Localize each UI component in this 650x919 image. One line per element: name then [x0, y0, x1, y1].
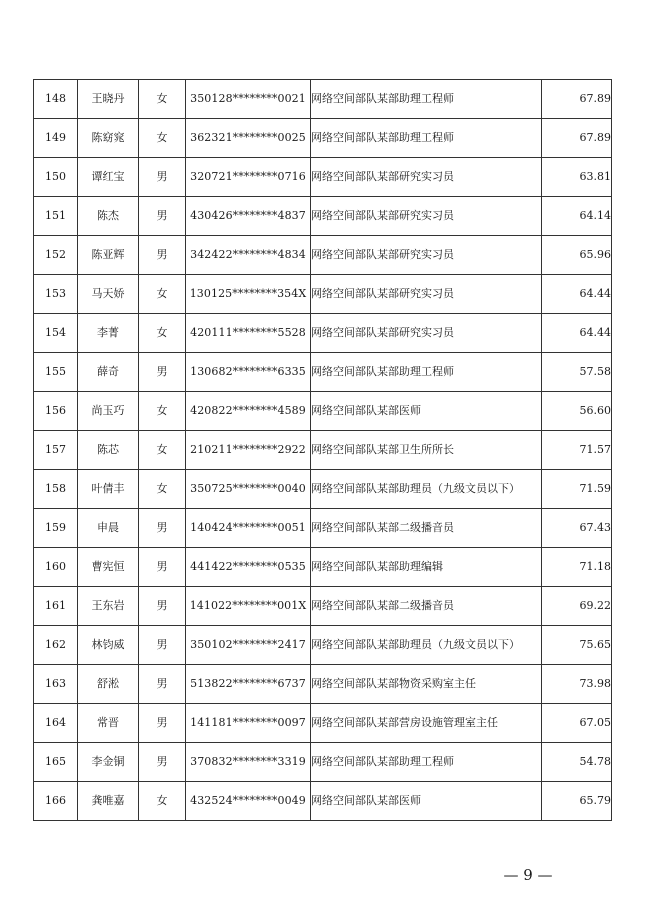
row-number: 163: [34, 665, 78, 704]
applied-post: 网络空间部队某部助理工程师: [311, 353, 542, 392]
row-number: 159: [34, 509, 78, 548]
row-number: 158: [34, 470, 78, 509]
candidate-sex: 男: [139, 626, 186, 665]
candidate-score: 57.58: [542, 353, 612, 392]
candidate-id-number: 430426********4837: [186, 197, 311, 236]
candidate-sex: 男: [139, 158, 186, 197]
candidate-name: 曹宪恒: [78, 548, 139, 587]
candidate-name: 陈窈窕: [78, 119, 139, 158]
candidate-id-number: 130682********6335: [186, 353, 311, 392]
row-number: 156: [34, 392, 78, 431]
row-number: 155: [34, 353, 78, 392]
row-number: 152: [34, 236, 78, 275]
row-number: 157: [34, 431, 78, 470]
candidate-score: 64.44: [542, 314, 612, 353]
candidate-id-number: 342422********4834: [186, 236, 311, 275]
candidate-id-number: 140424********0051: [186, 509, 311, 548]
table-row: [34, 704, 612, 743]
candidate-sex: 男: [139, 665, 186, 704]
candidate-score: 69.22: [542, 587, 612, 626]
candidate-score: 64.44: [542, 275, 612, 314]
candidate-id-number: 513822********6737: [186, 665, 311, 704]
candidate-score: 67.89: [542, 119, 612, 158]
candidate-sex: 女: [139, 80, 186, 119]
table-row: [34, 158, 612, 197]
candidate-name: 林钧威: [78, 626, 139, 665]
candidate-sex: 男: [139, 509, 186, 548]
applied-post: 网络空间部队某部助理编辑: [311, 548, 542, 587]
candidate-sex: 男: [139, 548, 186, 587]
candidate-name: 陈亚辉: [78, 236, 139, 275]
candidate-score: 65.96: [542, 236, 612, 275]
table-row: [34, 782, 612, 821]
candidate-sex: 男: [139, 353, 186, 392]
candidate-sex: 男: [139, 587, 186, 626]
candidate-table: [33, 79, 612, 821]
candidate-id-number: 432524********0049: [186, 782, 311, 821]
candidate-sex: 女: [139, 314, 186, 353]
candidate-name: 王晓丹: [78, 80, 139, 119]
row-number: 161: [34, 587, 78, 626]
applied-post: 网络空间部队某部助理工程师: [311, 119, 542, 158]
candidate-id-number: 141022********001X: [186, 587, 311, 626]
table-row: [34, 236, 612, 275]
candidate-score: 71.18: [542, 548, 612, 587]
candidate-id-number: 141181********0097: [186, 704, 311, 743]
candidate-name: 龚唯嘉: [78, 782, 139, 821]
table-row: [34, 275, 612, 314]
candidate-name: 李金铜: [78, 743, 139, 782]
candidate-name: 申晨: [78, 509, 139, 548]
candidate-sex: 男: [139, 704, 186, 743]
row-number: 149: [34, 119, 78, 158]
candidate-id-number: 362321********0025: [186, 119, 311, 158]
table-row: [34, 509, 612, 548]
applied-post: 网络空间部队某部助理工程师: [311, 80, 542, 119]
candidate-sex: 女: [139, 275, 186, 314]
applied-post: 网络空间部队某部助理工程师: [311, 743, 542, 782]
applied-post: 网络空间部队某部二级播音员: [311, 587, 542, 626]
row-number: 150: [34, 158, 78, 197]
candidate-sex: 女: [139, 431, 186, 470]
candidate-id-number: 350128********0021: [186, 80, 311, 119]
candidate-sex: 女: [139, 119, 186, 158]
table-row: [34, 587, 612, 626]
table-row: [34, 743, 612, 782]
candidate-name: 谭红宝: [78, 158, 139, 197]
row-number: 153: [34, 275, 78, 314]
table-row: [34, 119, 612, 158]
applied-post: 网络空间部队某部研究实习员: [311, 275, 542, 314]
table-row: [34, 626, 612, 665]
candidate-name: 薛奇: [78, 353, 139, 392]
candidate-sex: 女: [139, 392, 186, 431]
candidate-sex: 男: [139, 236, 186, 275]
candidate-score: 67.05: [542, 704, 612, 743]
candidate-score: 73.98: [542, 665, 612, 704]
candidate-score: 63.81: [542, 158, 612, 197]
candidate-name: 马天娇: [78, 275, 139, 314]
table-row: [34, 80, 612, 119]
candidate-id-number: 130125********354X: [186, 275, 311, 314]
candidate-name: 叶倩丰: [78, 470, 139, 509]
candidate-name: 王东岩: [78, 587, 139, 626]
candidate-name: 常晋: [78, 704, 139, 743]
table-row: [34, 314, 612, 353]
candidate-id-number: 350102********2417: [186, 626, 311, 665]
applied-post: 网络空间部队某部研究实习员: [311, 158, 542, 197]
candidate-score: 54.78: [542, 743, 612, 782]
applied-post: 网络空间部队某部研究实习员: [311, 236, 542, 275]
table-row: [34, 470, 612, 509]
candidate-score: 56.60: [542, 392, 612, 431]
candidate-id-number: 420822********4589: [186, 392, 311, 431]
applied-post: 网络空间部队某部物资采购室主任: [311, 665, 542, 704]
row-number: 148: [34, 80, 78, 119]
candidate-table-body: [34, 80, 612, 821]
table-row: [34, 353, 612, 392]
table-row: [34, 665, 612, 704]
candidate-id-number: 320721********0716: [186, 158, 311, 197]
applied-post: 网络空间部队某部研究实习员: [311, 197, 542, 236]
row-number: 166: [34, 782, 78, 821]
candidate-score: 71.57: [542, 431, 612, 470]
page-number: — 9 —: [503, 866, 553, 884]
candidate-score: 75.65: [542, 626, 612, 665]
candidate-score: 65.79: [542, 782, 612, 821]
applied-post: 网络空间部队某部营房设施管理室主任: [311, 704, 542, 743]
candidate-score: 67.43: [542, 509, 612, 548]
candidate-sex: 女: [139, 470, 186, 509]
applied-post: 网络空间部队某部卫生所所长: [311, 431, 542, 470]
candidate-sex: 男: [139, 743, 186, 782]
candidate-sex: 男: [139, 197, 186, 236]
candidate-id-number: 370832********3319: [186, 743, 311, 782]
candidate-name: 李菁: [78, 314, 139, 353]
candidate-score: 67.89: [542, 80, 612, 119]
row-number: 151: [34, 197, 78, 236]
candidate-name: 舒淞: [78, 665, 139, 704]
applied-post: 网络空间部队某部研究实习员: [311, 314, 542, 353]
row-number: 165: [34, 743, 78, 782]
candidate-sex: 女: [139, 782, 186, 821]
candidate-id-number: 441422********0535: [186, 548, 311, 587]
candidate-id-number: 350725********0040: [186, 470, 311, 509]
candidate-id-number: 420111********5528: [186, 314, 311, 353]
table-row: [34, 548, 612, 587]
candidate-name: 陈芯: [78, 431, 139, 470]
candidate-name: 陈杰: [78, 197, 139, 236]
candidate-score: 71.59: [542, 470, 612, 509]
candidate-id-number: 210211********2922: [186, 431, 311, 470]
applied-post: 网络空间部队某部医师: [311, 392, 542, 431]
candidate-name: 尚玉巧: [78, 392, 139, 431]
row-number: 164: [34, 704, 78, 743]
row-number: 162: [34, 626, 78, 665]
applied-post: 网络空间部队某部助理员（九级文员以下）: [311, 626, 542, 665]
table-row: [34, 392, 612, 431]
applied-post: 网络空间部队某部二级播音员: [311, 509, 542, 548]
row-number: 160: [34, 548, 78, 587]
candidate-score: 64.14: [542, 197, 612, 236]
applied-post: 网络空间部队某部医师: [311, 782, 542, 821]
applied-post: 网络空间部队某部助理员（九级文员以下）: [311, 470, 542, 509]
table-row: [34, 197, 612, 236]
row-number: 154: [34, 314, 78, 353]
table-row: [34, 431, 612, 470]
